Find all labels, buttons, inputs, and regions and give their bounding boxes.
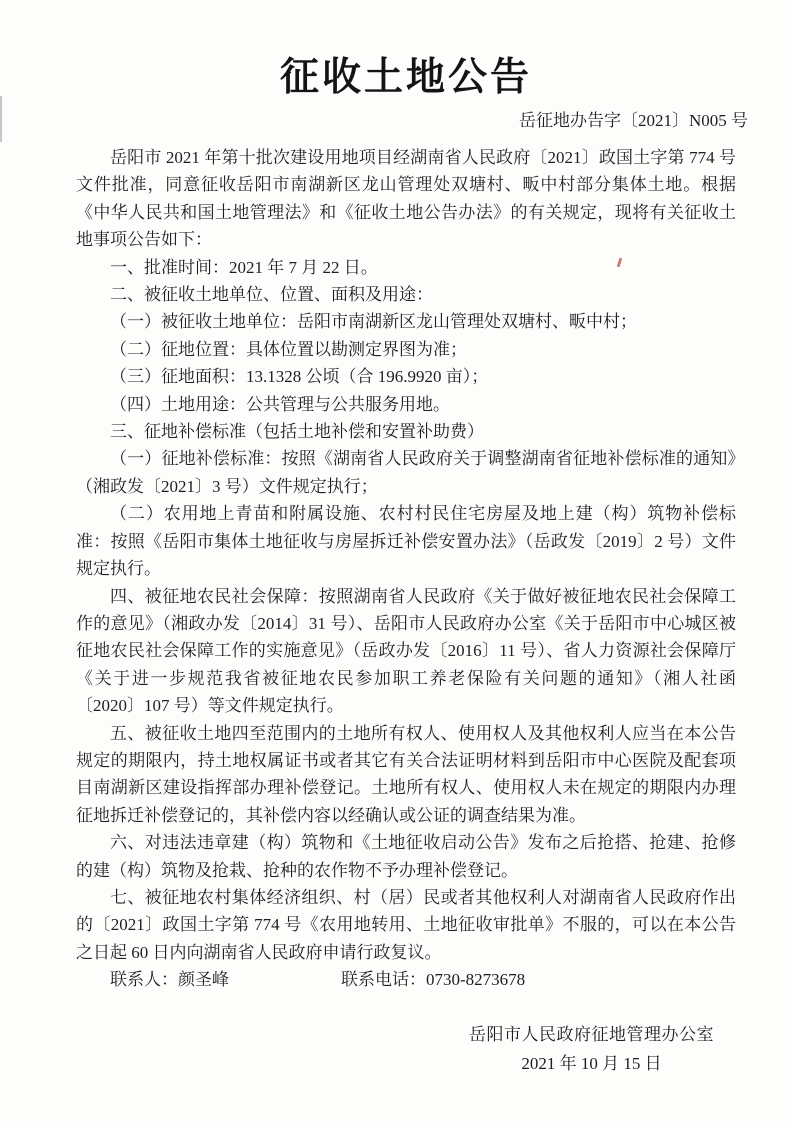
doc-number: 岳征地办告字〔2021〕N005 号 [518, 111, 748, 130]
paragraph: 一、批准时间：2021 年 7 月 22 日。 [110, 257, 378, 277]
paragraph: 五、被征收土地四至范围内的土地所有权人、使用权人及其他权利人应当在本公告规定的期限内，持土地权属证书或者其它有关合法证明材料到岳阳市中心医院及配套项目南湖新区建设指挥部办理补偿登记。土地所有权人、使用权人未在规定的期限内办理征地拆迁补偿登记的，其补偿内容以经确认或公证的调查结果为准。 [76, 723, 736, 825]
paragraph: （二）征地位置：具体位置以勘测定界图为准； [110, 339, 467, 359]
paragraph: 三、征地补偿标准（包括土地补偿和安置补助费） [110, 422, 484, 442]
signature-block [469, 1020, 714, 1078]
paragraph: 四、被征地农民社会保障：按照湖南省人民政府《关于做好被征地农民社会保障工作的意见》（湘政办发〔2014〕31 号）、岳阳市人民政府办公室《关于岳阳市中心城区被征地农民社会保障工作的实施意见》（岳政办发〔2016〕11 号）、省人力资源社会保障厅《关于进一步规范我省被征地农民参加职工养老保险有关问题的通知》（湘人社函〔2020〕107 号）等文件规定执行。 [76, 586, 736, 716]
paragraph: （一）征地补偿标准：按照《湖南省人民政府关于调整湖南省征地补偿标准的通知》（湘政发〔2021〕3 号）文件规定执行； [76, 449, 736, 496]
signature-date: 2021 年 10 月 15 日 [521, 1053, 662, 1073]
paragraph: （一）被征收土地单位：岳阳市南湖新区龙山管理处双塘村、畈中村； [110, 312, 637, 332]
paragraph: 二、被征收土地单位、位置、面积及用途： [110, 285, 433, 305]
document-body [76, 144, 736, 966]
paragraph: （三）征地面积：13.1328 公顷（合 196.9920 亩）； [110, 367, 489, 387]
document-title: 征收土地公告 [279, 56, 532, 99]
contact-phone-label: 联系电话： [341, 970, 426, 990]
signature-issuer: 岳阳市人民政府征地管理办公室 [469, 1024, 714, 1044]
contact-person-name: 颜圣峰 [178, 970, 229, 990]
paragraph: （二）农用地上青苗和附属设施、农村村民住宅房屋及地上建（构）筑物补偿标准：按照《岳阳市集体土地征收与房屋拆迁补偿安置办法》（岳政发〔2019〕2 号）文件规定执行。 [76, 504, 736, 579]
contact-person-label: 联系人： [110, 970, 178, 990]
paragraph: （四）土地用途：公共管理与公共服务用地。 [110, 394, 450, 414]
document-content [76, 54, 748, 1078]
paragraph: 六、对违法违章建（构）筑物和《土地征收启动公告》发布之后抢搭、抢建、抢修的建（构）筑物及抢栽、抢种的农作物不予办理补偿登记。 [76, 833, 736, 880]
contact-row [76, 966, 736, 993]
contact-phone-number: 0730-8273678 [426, 970, 526, 990]
scan-artifact-edge-line [0, 96, 2, 142]
paragraph: 岳阳市 2021 年第十批次建设用地项目经湖南省人民政府〔2021〕政国土字第 774 号文件批准，同意征收岳阳市南湖新区龙山管理处双塘村、畈中村部分集体土地。根据《中华人民共和国土地管理法》和《征收土地公告办法》的有关规定，现将有关征收土地事项公告如下： [76, 148, 736, 250]
paragraph: 七、被征地农村集体经济组织、村（居）民或者其他权利人对湖南省人民政府作出的〔2021〕政国土字第 774 号《农用地转用、土地征收审批单》不服的，可以在本公告之日起 60 日内向湖南省人民政府申请行政复议。 [76, 887, 736, 962]
